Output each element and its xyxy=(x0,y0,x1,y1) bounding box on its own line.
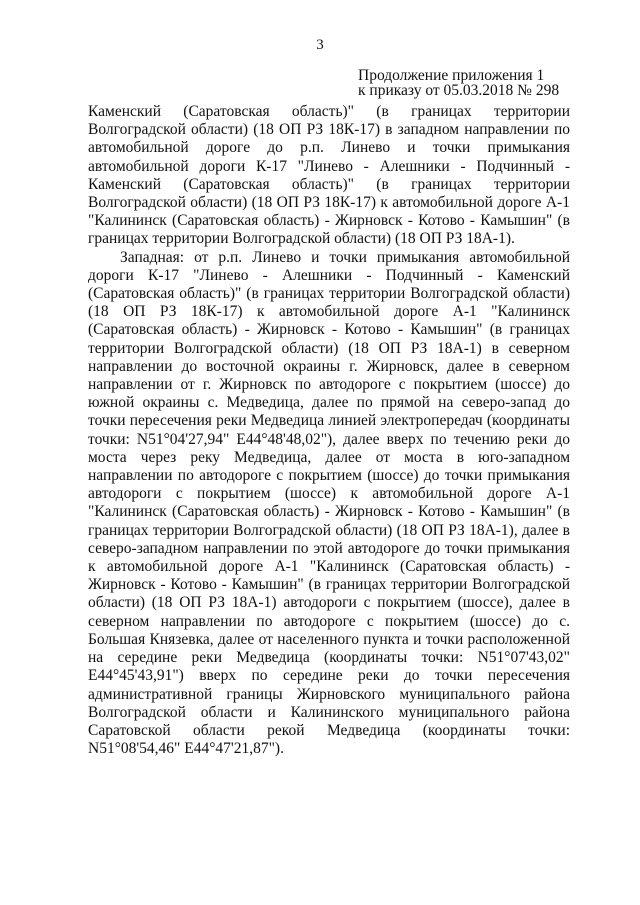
paragraph-western-boundary: Западная: от р.п. Линево и точки примыкания автомобильной дороги К-17 "Линево - Алешники - Подчинный - Каменский (Саратовская область)" (в границах территории Волгоградской области) (18 ОП РЗ 18К-17) к автомобильной дороге А-1 "Калининск (Саратовская область) - Жирновск - Котово - Камышин" (в границах территории Волгоградской области) (18 ОП РЗ 18А-1) в северном направлении до восточной окраины г. Жирновск, далее в северном направлении от г. Жирновск по автодороге с покрытием (шоссе) до южной окраины с. Медведица, далее по прямой на северо-запад до точки пересечения реки Медведица линией электропередач (координаты точки: N51°04'27,94" E44°48'48,02"), далее вверх по течению реки до моста через реку Медведица, далее от моста в юго-западном направлении по автодороге с покрытием (шоссе) до точки примыкания автодороги с покрытием (шоссе) к автомобильной дороге А-1 "Калининск (Саратовская область) - Жирновск - Котово - Камышин" (в границах территории Волгоградской области) (18 ОП РЗ 18А-1), далее в северо-западном направлении по этой автодороге до точки примыкания к автомобильной дороге А-1 "Калининск (Саратовская область) - Жирновск - Котово - Камышин" (в границах территории Волгоградской области) (18 ОП РЗ 18А-1) автодороги с покрытием (шоссе), далее в северном направлении по автодороге с покрытием (шоссе) до с. Большая Князевка, далее от населенного пункта и точки расположенной на середине реки Медведица (координаты точки: N51°07'43,02" E44°45'43,91") вверх по середине реки до точки пересечения административной границы Жирновского муниципального района Волгоградской области и Калининского муниципального района Саратовской области рекой Медведица (координаты точки: N51°08'54,46" E44°47'21,87"). xyxy=(88,248,570,758)
paragraph-continuation: Каменский (Саратовская область)" (в границах территории Волгоградской области) (18 ОП РЗ 18К-17) в западном направлении по автомобильной дороге до р.п. Линево и точки примыкания автомобильной дороги К-17 "Линево - Алешники - Подчинный - Каменский (Саратовская область)" (в границах территории Волгоградской области) (18 ОП РЗ 18К-17) к автомобильной дороге А-1 "Калининск (Саратовская область) - Жирновск - Котово - Камышин" (в границах территории Волгоградской области) (18 ОП РЗ 18А-1). xyxy=(88,103,570,248)
page-number: 3 xyxy=(316,37,324,53)
header-order-line: к приказу от 05.03.2018 № 298 xyxy=(358,82,560,99)
document-body xyxy=(88,103,570,758)
header-appendix-line: Продолжение приложения 1 xyxy=(358,67,545,84)
document-header xyxy=(358,68,598,98)
